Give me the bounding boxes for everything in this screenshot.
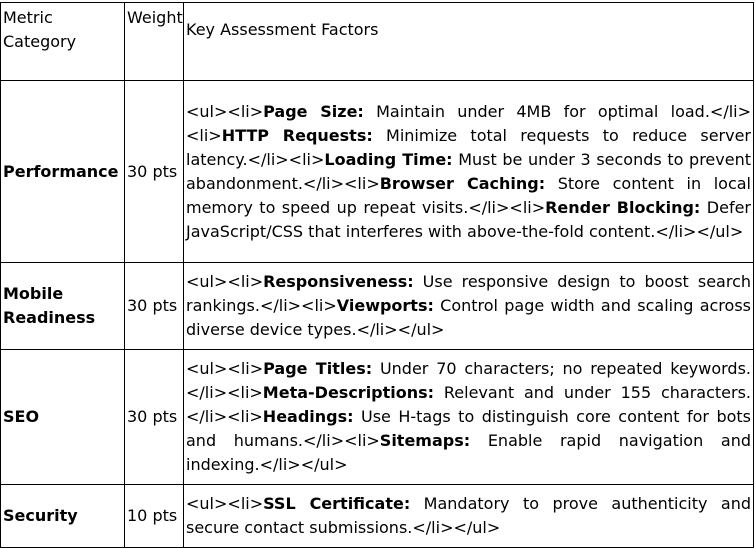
factor-term: Loading Time: [324,149,453,169]
weight-cell: 30 pts [125,81,184,263]
table-row-seo [1,350,754,485]
li-open-tag: <li> [186,125,222,145]
li-close-tag: </li> [302,173,345,193]
li-close-tag: </li> [468,197,510,217]
li-close-tag: </li> [259,296,302,315]
category-cell: Security [1,485,125,548]
factor-term: Page Size: [263,101,364,121]
factor-term: HTTP Requests: [221,125,373,145]
factor-term: SSL Certificate: [263,494,411,513]
weight-cell: 30 pts [125,350,184,485]
factor-desc: Maintain under 4MB for optimal load. [363,101,710,121]
li-close-tag: </li> [303,431,345,450]
factor-desc: Must be under 3 seconds to prevent abandonment. [186,149,752,193]
li-open-tag: <li> [344,431,380,450]
weight-cell: 10 pts [125,485,184,548]
li-close-tag: </li> [259,455,301,474]
category-cell: SEO [1,350,125,485]
li-open-tag: <li> [344,173,380,193]
factor-term: Sitemaps: [379,431,471,450]
factor-desc: Use responsive design to boost search rankings. [186,272,751,315]
li-open-tag: <li> [227,272,264,291]
li-close-tag: </li> [709,101,751,121]
factor-term: Meta-Descriptions: [262,383,435,402]
li-close-tag: </li> [186,407,228,426]
li-open-tag: <li> [509,197,546,217]
factor-desc: Relevant and under 155 characters. [434,383,751,402]
factor-desc: Control page width and scaling across diverse device types. [186,296,751,339]
factors-cell [184,485,754,548]
factor-desc: Enable rapid navigation and indexing. [186,431,751,474]
table-header-row [1,3,754,81]
header-metric-category: Metric Category [1,3,125,81]
header-key-assessment-factors: Key Assessment Factors [184,3,754,81]
weight-cell: 30 pts [125,263,184,350]
li-open-tag: <li> [301,296,337,315]
factor-term: Viewports: [336,296,434,315]
factor-desc: Mandatory to prove authenticity and secure contact submissions. [186,494,752,537]
li-close-tag: </li> [655,221,697,241]
factor-term: Browser Caching: [379,173,546,193]
factor-desc: Defer JavaScript/CSS that interferes with above-the-fold content. [186,197,751,241]
ul-close-tag: </ul> [453,518,501,537]
factors-cell [184,81,754,263]
factors-cell [184,350,754,485]
factors-cell [184,263,754,350]
li-open-tag: <li> [288,149,325,169]
factor-term: Render Blocking: [545,197,701,217]
ul-close-tag: </ul> [300,455,348,474]
factor-term: Headings: [262,407,354,426]
factor-desc: Under 70 characters; no repeated keywords. [372,359,752,378]
factor-desc: Store content in local memory to speed up repeat visits. [186,173,751,217]
li-close-tag: </li> [412,518,454,537]
metrics-table [0,2,754,548]
li-close-tag: </li> [186,383,228,402]
factor-term: Page Titles: [263,359,373,378]
li-open-tag: <li> [227,407,263,426]
li-open-tag: <li> [227,494,264,513]
ul-open-tag: <ul> [186,494,228,513]
factor-desc: Use H-tags to distinguish core content for bots and humans. [186,407,751,450]
table-row-security [1,485,754,548]
li-close-tag: </li> [247,149,289,169]
category-cell: Performance [1,81,125,263]
header-weight: Weight [125,3,184,81]
factor-term: Responsiveness: [263,272,414,291]
category-cell: Mobile Readiness [1,263,125,350]
ul-open-tag: <ul> [186,101,228,121]
table-row-mobile-readiness [1,263,754,350]
ul-open-tag: <ul> [186,359,228,378]
ul-close-tag: </ul> [397,320,445,339]
factor-desc: Minimize total requests to reduce server latency. [186,125,752,169]
table-row-performance [1,81,754,263]
li-open-tag: <li> [227,383,263,402]
li-open-tag: <li> [227,101,264,121]
ul-open-tag: <ul> [186,272,228,291]
ul-close-tag: </ul> [696,221,744,241]
li-close-tag: </li> [356,320,398,339]
li-open-tag: <li> [227,359,264,378]
